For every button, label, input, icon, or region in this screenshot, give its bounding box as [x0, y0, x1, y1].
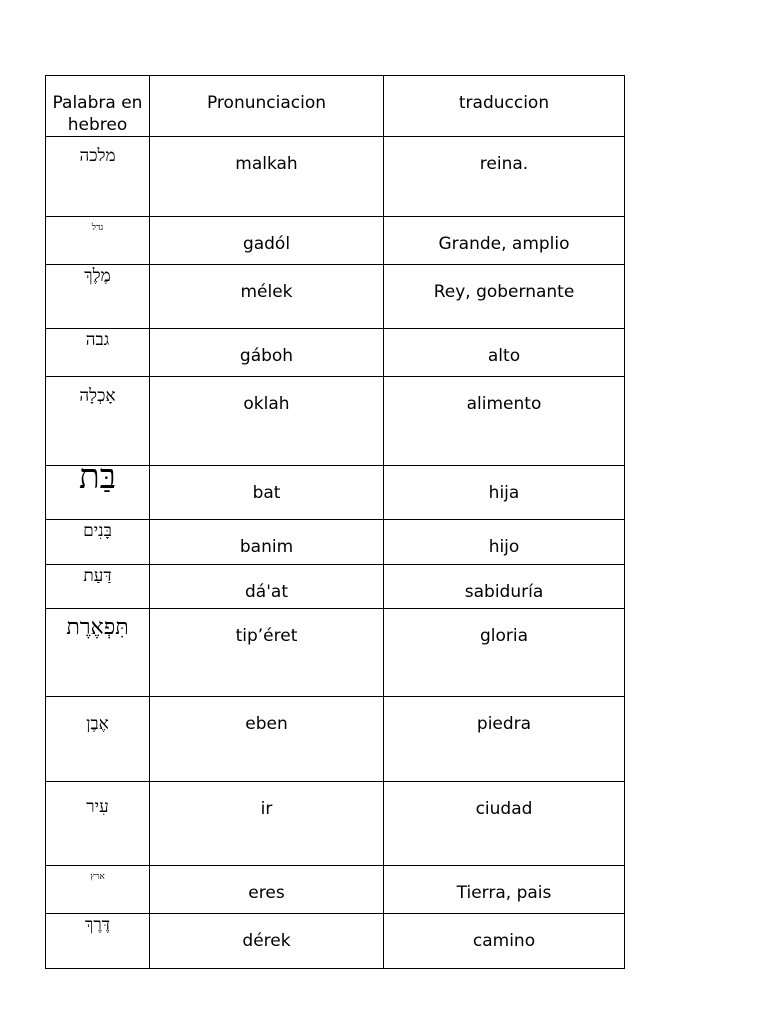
hebrew-word: בַּת — [46, 466, 150, 520]
translation-cell: piedra — [384, 697, 625, 782]
hebrew-word: עִיר — [46, 782, 150, 866]
table-row — [46, 866, 625, 914]
hebrew-word: גבה — [46, 329, 150, 377]
hebrew-word: אָכְלָה — [46, 377, 150, 466]
header-pronunciation: Pronunciacion — [150, 76, 384, 137]
header-hebrew-word: Palabra en hebreo — [46, 76, 150, 137]
translation-cell: sabiduría — [384, 565, 625, 609]
hebrew-word: מֶלֶךְ — [46, 265, 150, 329]
translation-cell: ciudad — [384, 782, 625, 866]
pronunciation-cell: eres — [150, 866, 384, 914]
translation-cell: Tierra, pais — [384, 866, 625, 914]
translation-cell: Rey, gobernante — [384, 265, 625, 329]
hebrew-word: תִּפְאֶרֶת — [46, 609, 150, 697]
hebrew-word: אֶבֶן — [46, 697, 150, 782]
translation-cell: reina. — [384, 137, 625, 217]
pronunciation-cell: tip’éret — [150, 609, 384, 697]
translation-cell: alto — [384, 329, 625, 377]
hebrew-word: בָּנִים — [46, 520, 150, 565]
pronunciation-cell: oklah — [150, 377, 384, 466]
vocabulary-table — [45, 75, 625, 969]
translation-cell: hijo — [384, 520, 625, 565]
table-row — [46, 217, 625, 265]
table-row — [46, 609, 625, 697]
table-row — [46, 697, 625, 782]
translation-cell: Grande, amplio — [384, 217, 625, 265]
pronunciation-cell: dá'at — [150, 565, 384, 609]
table-row — [46, 565, 625, 609]
table-row — [46, 265, 625, 329]
hebrew-word: מלכה — [46, 137, 150, 217]
hebrew-word: ארץ — [46, 866, 150, 914]
pronunciation-cell: banim — [150, 520, 384, 565]
hebrew-word: גדל — [46, 217, 150, 265]
table-row — [46, 782, 625, 866]
pronunciation-cell: malkah — [150, 137, 384, 217]
pronunciation-cell: dérek — [150, 914, 384, 969]
header-translation: traduccion — [384, 76, 625, 137]
hebrew-word: דֶּרֶךְ — [46, 914, 150, 969]
translation-cell: gloria — [384, 609, 625, 697]
table-row — [46, 377, 625, 466]
pronunciation-cell: eben — [150, 697, 384, 782]
table-row — [46, 520, 625, 565]
table-header-row — [46, 76, 625, 137]
table-row — [46, 466, 625, 520]
pronunciation-cell: ir — [150, 782, 384, 866]
table-row — [46, 329, 625, 377]
pronunciation-cell: gadól — [150, 217, 384, 265]
translation-cell: alimento — [384, 377, 625, 466]
pronunciation-cell: gáboh — [150, 329, 384, 377]
hebrew-word: דַּעַת — [46, 565, 150, 609]
translation-cell: camino — [384, 914, 625, 969]
translation-cell: hija — [384, 466, 625, 520]
pronunciation-cell: mélek — [150, 265, 384, 329]
pronunciation-cell: bat — [150, 466, 384, 520]
table-row — [46, 914, 625, 969]
table-row — [46, 137, 625, 217]
